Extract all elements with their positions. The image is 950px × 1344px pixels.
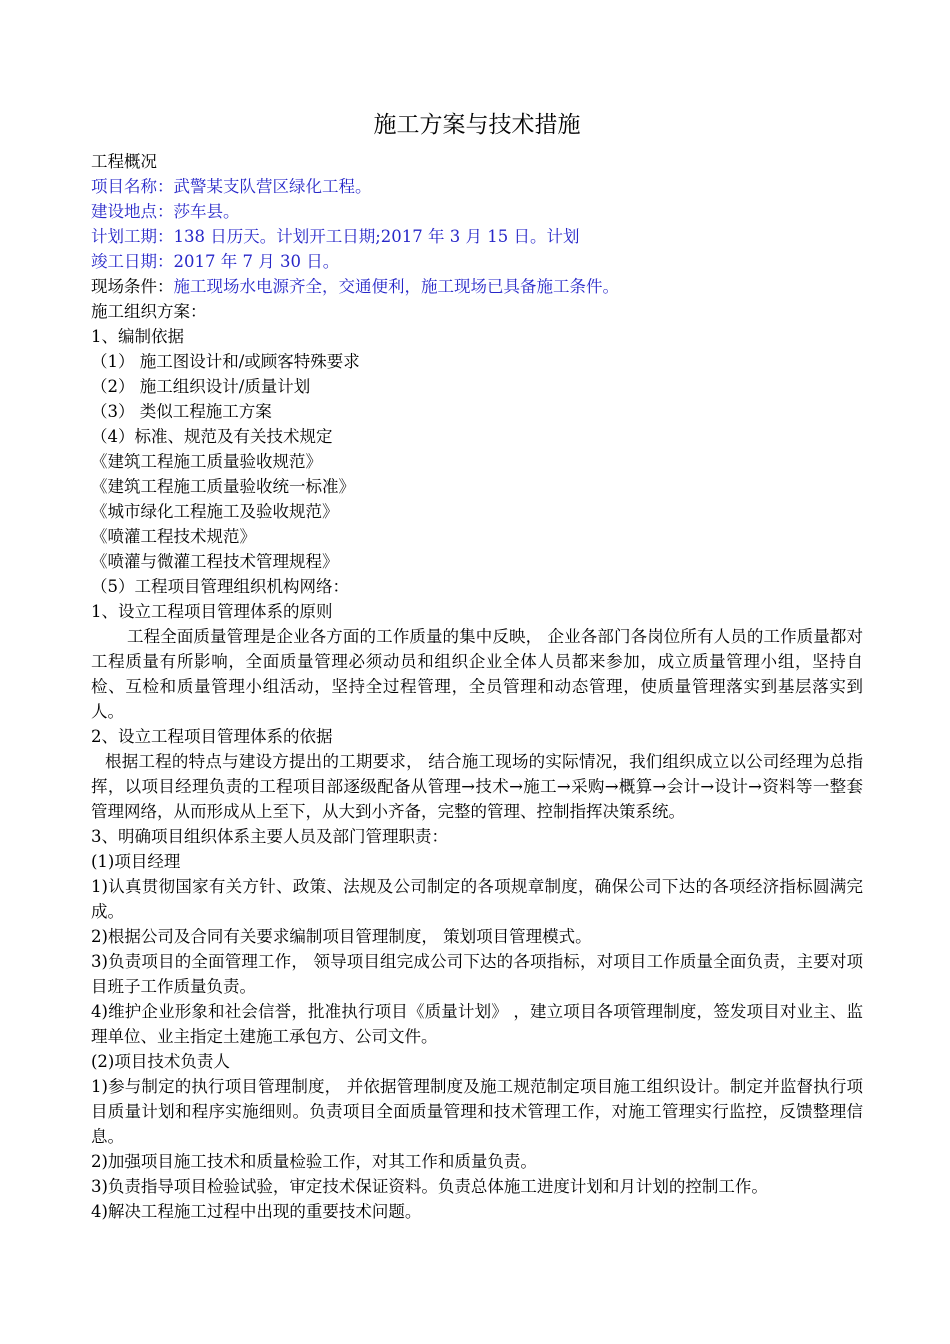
standard-item: 《建筑工程施工质量验收规范》: [91, 452, 322, 471]
standard-item: 《喷灌工程技术规范》: [91, 527, 256, 546]
section2-heading: 2、设立工程项目管理体系的依据: [91, 727, 333, 746]
overview-heading: 工程概况: [91, 152, 157, 171]
tech-heading: (2)项目技术负责人: [91, 1052, 230, 1071]
section1-paragraph: 工程全面质量管理是企业各方面的工作质量的集中反映， 企业各部门各岗位所有人员的工作质量都对工程质量有所影响，全面质量管理必须动员和组织企业全体人员都来参加，成立质量管理小组，坚持自检、互检和质量管理小组活动，坚持全过程管理，全员管理和动态管理，使质量管理落实到基层落实到人。: [91, 627, 863, 721]
section3-heading: 3、明确项目组织体系主要人员及部门管理职责：: [91, 827, 448, 846]
tech-duty-item: 3)负责指导项目检验试验，审定技术保证资料。负责总体施工进度计划和月计划的控制工作。: [91, 1177, 768, 1196]
network-item: （5）工程项目管理组织机构网络：: [91, 577, 349, 596]
completion-line: 竣工日期：2017 年 7 月 30 日。: [91, 252, 340, 271]
project-name-line: 项目名称：武警某支队营区绿化工程。: [91, 177, 372, 196]
pm-duty-item: 3)负责项目的全面管理工作， 领导项目组完成公司下达的各项指标，对项目工作质量全面负责，主要对项目班子工作质量负责。: [91, 952, 863, 996]
basis-item: （1） 施工图设计和/或顾客特殊要求: [91, 352, 360, 371]
section1-heading: 1、设立工程项目管理体系的原则: [91, 602, 333, 621]
standard-item: 《城市绿化工程施工及验收规范》: [91, 502, 339, 521]
tech-duty-item: 4)解决工程施工过程中出现的重要技术问题。: [91, 1202, 422, 1221]
pm-duty-item: 4)维护企业形象和社会信誉，批准执行项目《质量计划》 ，建立项目各项管理制度，签发项目对业主、监理单位、业主指定土建施工承包方、公司文件。: [91, 1002, 863, 1046]
location-line: 建设地点：莎车县。: [91, 202, 240, 221]
pm-duty-item: 2)根据公司及合同有关要求编制项目管理制度， 策划项目管理模式。: [91, 927, 592, 946]
page-title: 施工方案与技术措施: [373, 112, 581, 138]
tech-duty-item: 1)参与制定的执行项目管理制度， 并依据管理制度及施工规范制定项目施工组织设计。制定并监督执行项目质量计划和程序实施细则。负责项目全面质量管理和技术管理工作，对施工管理实行监控，反馈整理信息。: [91, 1077, 863, 1146]
basis-item: （3） 类似工程施工方案: [91, 402, 272, 421]
site-conditions-line: [91, 274, 863, 299]
standard-item: 《喷灌与微灌工程技术管理规程》: [91, 552, 339, 571]
tech-duty-item: 2)加强项目施工技术和质量检验工作，对其工作和质量负责。: [91, 1152, 537, 1171]
pm-heading: (1)项目经理: [91, 852, 181, 871]
pm-duty-item: 1)认真贯彻国家有关方针、政策、法规及公司制定的各项规章制度，确保公司下达的各项经济指标圆满完成。: [91, 877, 863, 921]
site-conditions-label: 现场条件：: [91, 277, 174, 296]
site-conditions-text: 施工现场水电源齐全，交通便利，施工现场已具备施工条件。: [173, 277, 619, 296]
schedule-line: 计划工期：138 日历天。计划开工日期;2017 年 3 月 15 日。计划: [91, 227, 580, 246]
document-page: [91, 110, 863, 1224]
basis-heading: 1、编制依据: [91, 327, 184, 346]
org-heading: 施工组织方案：: [91, 302, 207, 321]
basis-item: （4）标准、规范及有关技术规定: [91, 427, 333, 446]
basis-item: （2） 施工组织设计/质量计划: [91, 377, 311, 396]
standard-item: 《建筑工程施工质量验收统一标准》: [91, 477, 355, 496]
section2-paragraph: 根据工程的特点与建设方提出的工期要求， 结合施工现场的实际情况，我们组织成立以公司经理为总指挥，以项目经理负责的工程项目部逐级配备从管理→技术→施工→采购→概算→会计→设计→资料等一整套管理网络，从而形成从上至下，从大到小齐备，完整的管理、控制指挥决策系统。: [91, 752, 863, 821]
